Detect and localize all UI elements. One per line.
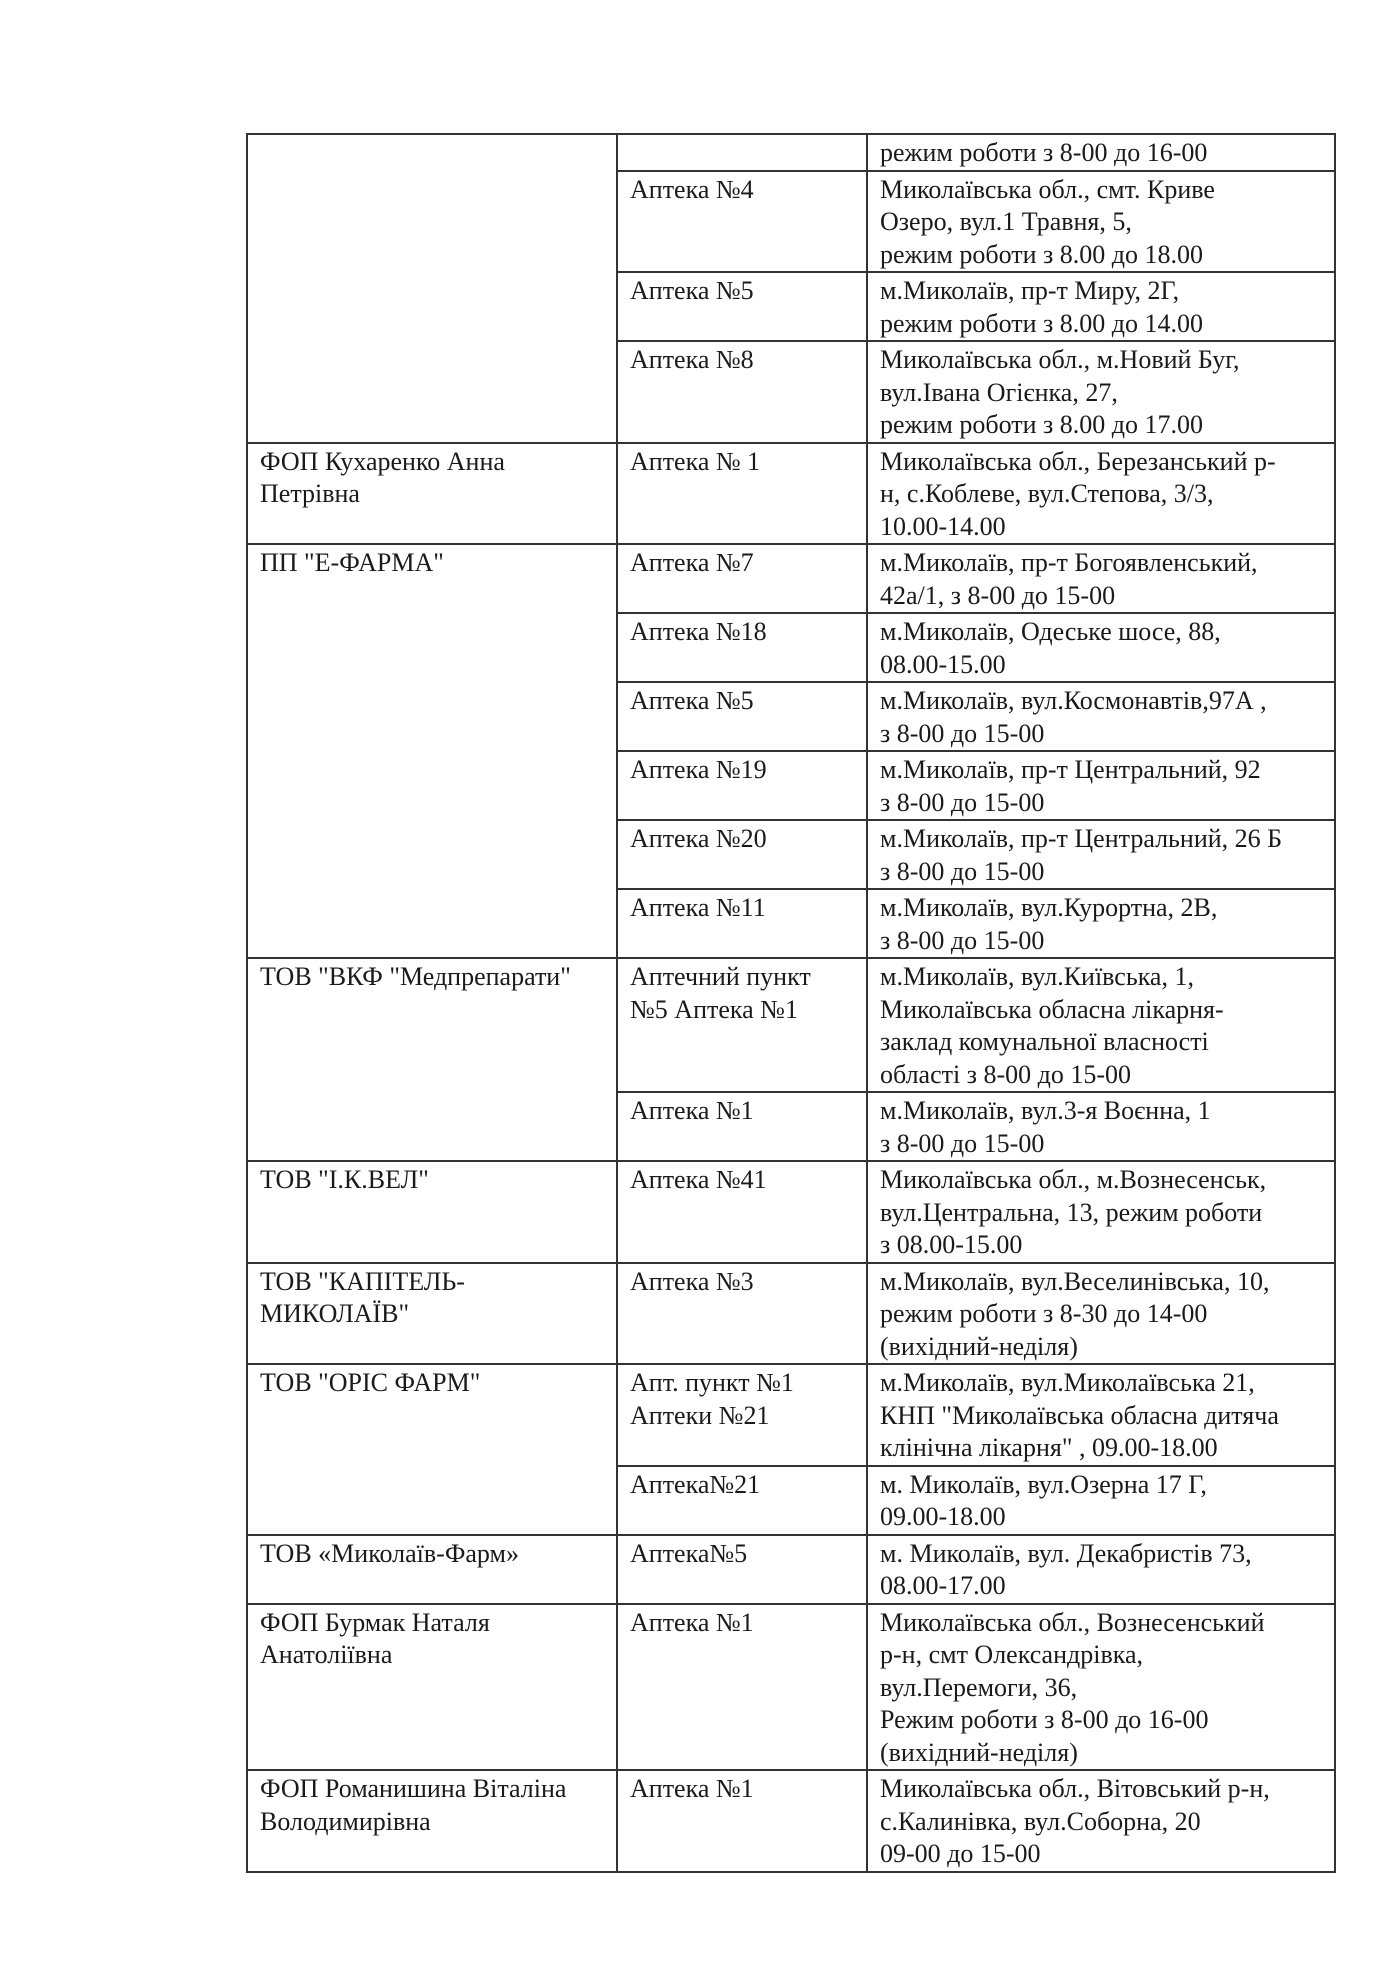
address-cell-line: з 8-00 до 15-00: [880, 787, 1045, 817]
address-cell-line: режим роботи з 8.00 до 18.00: [880, 239, 1204, 269]
pharmacy-cell-line: Аптека №4: [630, 174, 754, 204]
address-cell-line: 08.00-15.00: [880, 649, 1006, 679]
pharmacy-cell-line: Аптека №41: [630, 1165, 767, 1194]
address-cell: [867, 820, 1335, 889]
address-cell-line: клінічна лікарня" , 09.00-18.00: [880, 1433, 1218, 1462]
address-cell-line: Миколаївська обл., Березанський р-: [880, 446, 1276, 476]
pharmacy-cell: [617, 272, 867, 341]
owner-cell: [247, 1161, 617, 1263]
table-row: [247, 544, 1335, 613]
owner-cell: [247, 958, 617, 1161]
address-cell-line: з 8-00 до 15-00: [880, 925, 1045, 955]
address-cell-line: вул.Центральна, 13, режим роботи: [880, 1197, 1263, 1227]
pharmacy-cell-line: Аптека№5: [630, 1538, 748, 1568]
address-cell-line: р-н, смт Олександрівка,: [880, 1640, 1144, 1669]
owner-cell: [247, 134, 617, 443]
address-cell: [867, 958, 1335, 1092]
address-cell-line: м.Миколаїв, вул.Київська, 1,: [880, 962, 1194, 991]
owner-cell-line: МИКОЛАЇВ": [260, 1299, 410, 1328]
owner-cell-line: Петрівна: [260, 479, 360, 508]
address-cell-line: вул.Івана Огієнка, 27,: [880, 377, 1118, 407]
pharmacy-cell: [617, 958, 867, 1092]
pharmacy-cell-line: Аптека №5: [630, 686, 754, 715]
address-cell: [867, 443, 1335, 545]
owner-cell: [247, 1770, 617, 1872]
owner-cell: [247, 544, 617, 958]
address-cell-line: 42а/1, з 8-00 до 15-00: [880, 580, 1116, 610]
owner-cell: [247, 1364, 617, 1535]
pharmacy-cell: [617, 1263, 867, 1365]
address-cell-line: м.Миколаїв, пр-т Центральний, 92: [880, 755, 1261, 784]
table-row: [247, 1604, 1335, 1771]
pharmacy-cell: [617, 682, 867, 751]
address-cell-line: м.Миколаїв, вул.Космонавтів,97А ,: [880, 686, 1267, 715]
owner-cell-line: ТОВ "І.К.ВЕЛ": [260, 1165, 429, 1194]
pharmacy-cell: [617, 1770, 867, 1872]
owner-cell: [247, 1263, 617, 1365]
table-row: [247, 1364, 1335, 1466]
owner-cell-line: ФОП Романишина Віталіна: [260, 1774, 567, 1803]
pharmacy-cell-line: Аптека №7: [630, 548, 754, 577]
pharmacy-cell-line: Аптечний пункт: [630, 962, 811, 991]
address-cell-line: Миколаївська обл., смт. Криве: [880, 174, 1215, 204]
pharmacy-cell-line: Аптека №18: [630, 617, 767, 646]
pharmacy-cell: [617, 134, 867, 171]
address-cell: [867, 613, 1335, 682]
address-cell-line: м.Миколаїв, вул.Веселинівська, 10,: [880, 1266, 1270, 1296]
address-cell-line: м.Миколаїв, вул.Миколаївська 21,: [880, 1368, 1255, 1397]
address-cell-line: Миколаївська обл., Вознесенський: [880, 1607, 1265, 1637]
address-cell: [867, 1535, 1335, 1604]
owner-cell-line: Володимирівна: [260, 1806, 431, 1836]
pharmacy-cell: [617, 1535, 867, 1604]
owner-cell-line: ПП "Е-ФАРМА": [260, 548, 444, 577]
address-cell-line: режим роботи з 8.00 до 17.00: [880, 410, 1204, 439]
address-cell-line: Миколаївська обласна лікарня-: [880, 994, 1224, 1024]
address-cell-line: н, с.Коблеве, вул.Степова, 3/3,: [880, 479, 1214, 508]
owner-cell-line: ТОВ «Миколаїв-Фарм»: [260, 1538, 519, 1568]
address-cell: [867, 682, 1335, 751]
address-cell-line: з 8-00 до 15-00: [880, 856, 1045, 886]
pharmacy-cell-line: Аптеки №21: [630, 1400, 770, 1430]
owner-cell-line: ТОВ "ВКФ "Медпрепарати": [260, 962, 571, 991]
address-cell: [867, 171, 1335, 273]
table-row: [247, 443, 1335, 545]
pharmacy-cell: [617, 1161, 867, 1263]
owner-cell: [247, 443, 617, 545]
address-cell: [867, 1263, 1335, 1365]
address-cell-line: вул.Перемоги, 36,: [880, 1672, 1078, 1702]
address-cell-line: Озеро, вул.1 Травня, 5,: [880, 207, 1132, 236]
owner-cell-line: ФОП Бурмак Наталя: [260, 1607, 490, 1637]
address-cell-line: м.Миколаїв, вул.Курортна, 2В,: [880, 893, 1218, 922]
owner-cell: [247, 1535, 617, 1604]
pharmacy-cell-line: Аптека №11: [630, 893, 766, 922]
address-cell-line: (вихідний-неділя): [880, 1331, 1078, 1361]
pharmacy-cell: [617, 544, 867, 613]
address-cell-line: КНП "Миколаївська обласна дитяча: [880, 1400, 1279, 1430]
owner-cell: [247, 1604, 617, 1771]
pharmacy-cell-line: Аптека №1: [630, 1774, 754, 1803]
address-cell: [867, 1161, 1335, 1263]
owner-cell-line: ФОП Кухаренко Анна: [260, 446, 505, 476]
address-cell: [867, 751, 1335, 820]
pharmacy-table-body: [247, 134, 1335, 1872]
address-cell-line: м.Миколаїв, Одеське шосе, 88,: [880, 617, 1221, 646]
owner-cell-line: ТОВ "КАПІТЕЛЬ-: [260, 1266, 465, 1296]
address-cell-line: області з 8-00 до 15-00: [880, 1059, 1132, 1089]
table-row: [247, 1263, 1335, 1365]
pharmacy-cell-line: №5 Аптека №1: [630, 994, 798, 1024]
address-cell: [867, 889, 1335, 958]
address-cell-line: Режим роботи з 8-00 до 16-00: [880, 1705, 1209, 1734]
address-cell-line: м.Миколаїв, пр-т Миру, 2Г,: [880, 276, 1180, 305]
address-cell: [867, 341, 1335, 443]
address-cell-line: Миколаївська обл., м.Новий Буг,: [880, 345, 1240, 374]
address-cell-line: м. Миколаїв, вул.Озерна 17 Г,: [880, 1469, 1207, 1499]
address-cell-line: режим роботи з 8.00 до 14.00: [880, 308, 1204, 338]
pharmacy-cell: [617, 341, 867, 443]
address-cell-line: з 08.00-15.00: [880, 1230, 1023, 1259]
address-cell: [867, 1770, 1335, 1872]
pharmacy-cell: [617, 171, 867, 273]
address-cell-line: м.Миколаїв, пр-т Богоявленський,: [880, 548, 1258, 577]
pharmacy-cell-line: Апт. пункт №1: [630, 1368, 794, 1397]
address-cell-line: м.Миколаїв, пр-т Центральний, 26 Б: [880, 824, 1283, 853]
pharmacy-cell-line: Аптека №1: [630, 1096, 754, 1125]
pharmacy-table: [246, 133, 1336, 1873]
pharmacy-cell-line: Аптека №20: [630, 824, 767, 853]
pharmacy-cell: [617, 1604, 867, 1771]
pharmacy-cell: [617, 820, 867, 889]
pharmacy-cell-line: Аптека №1: [630, 1607, 754, 1637]
address-cell-line: Миколаївська обл., Вітовський р-н,: [880, 1774, 1270, 1803]
pharmacy-cell: [617, 1466, 867, 1535]
pharmacy-cell: [617, 613, 867, 682]
pharmacy-cell: [617, 1364, 867, 1466]
address-cell-line: (вихідний-неділя): [880, 1737, 1078, 1767]
pharmacy-cell-line: Аптека № 1: [630, 446, 761, 476]
owner-cell-line: Анатоліївна: [260, 1640, 393, 1669]
address-cell-line: с.Калинівка, вул.Соборна, 20: [880, 1806, 1201, 1836]
pharmacy-cell-line: Аптека №8: [630, 345, 754, 374]
address-cell-line: 09-00 до 15-00: [880, 1839, 1041, 1868]
address-cell: [867, 272, 1335, 341]
address-cell-line: 10.00-14.00: [880, 511, 1006, 541]
table-row: [247, 1161, 1335, 1263]
pharmacy-cell-line: Аптека №3: [630, 1266, 754, 1296]
pharmacy-cell-line: Аптека №19: [630, 755, 767, 784]
address-cell-line: Миколаївська обл., м.Вознесенськ,: [880, 1165, 1267, 1194]
address-cell: [867, 1364, 1335, 1466]
address-cell: [867, 134, 1335, 171]
owner-cell-line: ТОВ "ОРІС ФАРМ": [260, 1368, 481, 1397]
address-cell: [867, 1604, 1335, 1771]
pharmacy-cell: [617, 443, 867, 545]
address-cell: [867, 1466, 1335, 1535]
table-row: [247, 1535, 1335, 1604]
pharmacy-cell: [617, 889, 867, 958]
pharmacy-cell: [617, 751, 867, 820]
address-cell-line: режим роботи з 8-30 до 14-00: [880, 1299, 1208, 1328]
address-cell-line: м.Миколаїв, вул.3-я Воєнна, 1: [880, 1096, 1211, 1125]
address-cell: [867, 1092, 1335, 1161]
address-cell-line: 08.00-17.00: [880, 1571, 1006, 1600]
address-cell-line: з 8-00 до 15-00: [880, 718, 1045, 748]
address-cell-line: м. Миколаїв, вул. Декабристів 73,: [880, 1538, 1252, 1568]
address-cell-line: 09.00-18.00: [880, 1502, 1006, 1531]
table-row: [247, 958, 1335, 1092]
table-row: [247, 134, 1335, 171]
address-cell-line: режим роботи з 8-00 до 16-00: [880, 138, 1208, 167]
table-row: [247, 1770, 1335, 1872]
address-cell-line: заклад комунальної власності: [880, 1027, 1209, 1056]
pharmacy-cell: [617, 1092, 867, 1161]
address-cell-line: з 8-00 до 15-00: [880, 1128, 1045, 1158]
pharmacy-cell-line: Аптека№21: [630, 1469, 761, 1499]
pharmacy-cell-line: Аптека №5: [630, 276, 754, 305]
address-cell: [867, 544, 1335, 613]
